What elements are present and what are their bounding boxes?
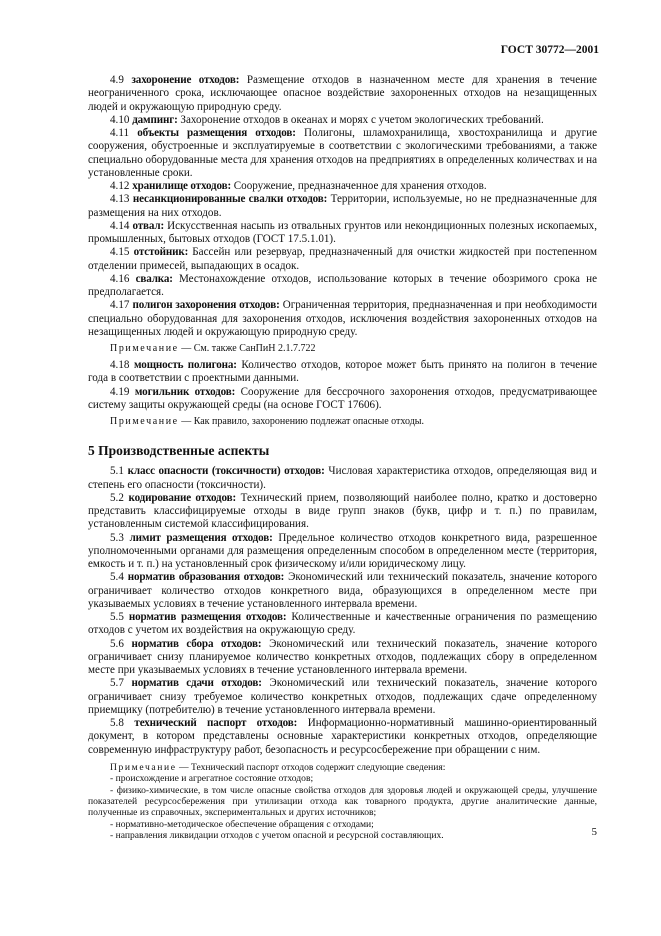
section-4-terms	[88, 74, 597, 339]
term-definition: Экономический или технический показатель, значение которого ограничивает снизу планируемое количество конкретных отходов, подлежащих сбору в определенном месте при указываемых условиях в течение установленного интервала времени.	[88, 637, 597, 676]
note-text: — Как правило, захоронению подлежат опасные отходы.	[178, 416, 425, 427]
term-definition: Сооружение для бессрочного захоронения отходов, предусматривающее систему защиты окружающей среды (на основе ГОСТ 17606).	[88, 385, 597, 411]
standard-header: ГОСТ 30772—2001	[500, 44, 599, 56]
term-name: кодирование отходов:	[128, 491, 236, 504]
note-3	[88, 762, 597, 842]
term-name: норматив размещения отходов:	[128, 611, 287, 623]
term-definition: Экономический или технический показатель, значение которого ограничивает снизу требуемое количество конкретных отходов, подлежащих сдаче определенному приемщику (потребителю) в течение установленного интервала времени.	[88, 677, 597, 716]
note-3-intro	[88, 762, 597, 773]
term-number: 4.10	[110, 113, 130, 126]
term-name: технический паспорт отходов:	[134, 717, 298, 729]
term-entry	[88, 127, 597, 180]
term-name: дампинг:	[132, 113, 178, 126]
term-entry	[88, 386, 597, 413]
term-definition: Технический прием, позволяющий наиболее полно, кратко и достоверно представить классифицируемые отходы в виде групп знаков (букв, цифр и т. п.) по правилам, установленным системой классифицирования.	[88, 491, 597, 531]
note-text: — Технический паспорт отходов содержит следующие сведения:	[176, 761, 446, 773]
term-entry	[88, 273, 597, 300]
term-entry	[88, 571, 597, 611]
term-number: 5.8	[110, 717, 124, 729]
term-name: могильник отходов:	[134, 385, 236, 398]
term-entry	[88, 114, 597, 127]
term-name: класс опасности (токсичности) отходов:	[127, 465, 325, 478]
term-name: норматив образования отходов:	[127, 571, 285, 584]
term-entry	[88, 220, 597, 247]
term-definition: Территории, используемые, но не предназначенные для размещения на них отходов.	[88, 193, 598, 219]
note-list-item: - происхождение и агрегатное состояние отходов;	[110, 773, 314, 785]
term-number: 5.6	[110, 637, 124, 650]
term-entry	[88, 180, 597, 193]
term-name: норматив сбора отходов:	[131, 637, 262, 650]
term-definition: Количественные и качественные ограничения по размещению отходов с учетом их воздействия на окружающую среду.	[88, 611, 597, 637]
note-3-list	[88, 773, 597, 841]
term-definition: Полигоны, шламохранилища, хвостохранилища и другие сооружения, обустроенные и эксплуатируемые в соответствии с экологическими требованиями, а также специально оборудованные места для хранения отходов на предприятиях в определенных количествах и на установленные сроки.	[88, 127, 597, 179]
term-number: 4.11	[110, 127, 130, 139]
section-5-heading: 5 Производственные аспекты	[88, 443, 270, 458]
term-name: норматив сдачи отходов:	[131, 677, 262, 690]
note-1	[88, 343, 597, 355]
section-4-terms-continued	[88, 359, 597, 412]
term-number: 4.14	[110, 219, 130, 232]
term-entry	[88, 299, 597, 339]
note-text: — См. также СанПиН 2.1.7.722	[178, 343, 316, 354]
term-definition: Размещение отходов в назначенном месте для хранения в течение неограниченного срока, исключающее опасное воздействие захороненных отходов на незащищенных людей и окружающую природную среду.	[88, 74, 597, 113]
term-name: объекты размещения отходов:	[137, 127, 296, 139]
term-entry	[88, 611, 597, 638]
term-definition: Количество отходов, которое может быть принято на полигон в течение года в соответствии с проектными данными.	[88, 359, 597, 385]
term-number: 4.13	[110, 193, 130, 206]
term-definition: Бассейн или резервуар, предназначенный для очистки жидкостей при постепенном отделении примесей, выпадающих в осадок.	[88, 246, 597, 272]
note-label: Примечание	[110, 761, 177, 773]
note-label: Примечание	[110, 343, 179, 354]
term-entry	[88, 532, 597, 572]
term-definition: Ограниченная территория, предназначенная и при необходимости специально оборудованная для захоронения отходов, исключения воздействия захороненных отходов на незащищенных людей и окружающую природную среду.	[88, 299, 598, 338]
page-number: 5	[591, 826, 597, 838]
term-entry	[88, 492, 597, 532]
term-entry	[88, 465, 597, 492]
term-name: полигон захоронения отходов:	[132, 299, 280, 312]
term-name: мощность полигона:	[134, 359, 237, 371]
term-number: 5.4	[110, 571, 124, 584]
term-name: хранилище отходов:	[132, 180, 231, 192]
term-name: захоронение отходов:	[131, 74, 240, 86]
term-number: 5.1	[110, 465, 124, 478]
term-name: отстойник:	[133, 246, 189, 259]
term-entry	[88, 74, 597, 114]
term-entry	[88, 638, 597, 678]
term-number: 4.15	[110, 246, 130, 259]
note-list-item: - физико-химические, в том числе опасные свойства отходов для здоровья людей и окружающей среды, улучшение показателей ресурсосбережения при утилизации отхода как товарного продукта, другие аналитические данные, полученные из справочных, экспериментальных и других источников;	[88, 784, 597, 819]
term-number: 5.2	[110, 491, 124, 504]
term-name: отвал:	[132, 219, 165, 232]
note-label: Примечание	[110, 416, 179, 427]
term-definition: Предельное количество отходов конкретного вида, разрешенное уполномоченными органами для размещения определенным способом в определенном месте (территория, емкость и т. п.) на установленный срок физическому и/или юридическому лицу.	[88, 531, 598, 570]
term-entry	[88, 246, 597, 273]
note-list-item: - нормативно-методическое обеспечение обращения с отходами;	[110, 818, 374, 830]
note-2	[88, 416, 597, 428]
term-number: 4.9	[110, 74, 124, 86]
document-body	[88, 74, 597, 842]
term-number: 4.18	[110, 359, 130, 371]
term-number: 5.5	[110, 611, 124, 623]
term-number: 4.12	[110, 180, 130, 192]
term-definition: Числовая характеристика отходов, определяющая вид и степень его опасности (токсичности).	[88, 465, 597, 491]
term-definition: Местонахождение отходов, использование которых в течение обозримого срока не предполагается.	[88, 272, 597, 298]
term-number: 4.19	[110, 385, 130, 398]
note-list-item: - направления ликвидации отходов с учетом опасной и ресурсной составляющих.	[110, 830, 444, 842]
term-definition: Информационно-нормативный машинно-ориентированный документ, в котором представлены основные характеристики конкретных отходов, определяющие современную инфраструктуру работ, безопасность и ресурсосбережение при обращении с ним.	[88, 717, 597, 756]
term-entry	[88, 359, 597, 386]
term-name: лимит размещения отходов:	[129, 531, 273, 544]
term-entry	[88, 193, 597, 220]
term-definition: Искусственная насыпь из отвальных грунтов или некондиционных полезных ископаемых, промышленных, бытовых отходов (ГОСТ 17.5.1.01).	[88, 219, 597, 245]
term-name: свалка:	[135, 272, 173, 285]
term-number: 4.17	[110, 299, 130, 312]
term-number: 4.16	[110, 272, 130, 285]
term-entry	[88, 677, 597, 717]
term-name: несанкционированные свалки отходов:	[132, 193, 328, 206]
term-entry	[88, 717, 597, 757]
term-number: 5.7	[110, 677, 124, 690]
term-number: 5.3	[110, 531, 124, 544]
term-definition: Сооружение, предназначенное для хранения отходов.	[231, 180, 487, 192]
term-definition: Экономический или технический показатель, значение которого ограничивает количество отходов конкретного вида, образующихся в определенном месте при указываемых условиях в течение установленного интервала времени.	[88, 571, 597, 610]
term-definition: Захоронение отходов в океанах и морях с учетом экологических требований.	[177, 113, 544, 126]
section-5-terms	[88, 465, 597, 757]
